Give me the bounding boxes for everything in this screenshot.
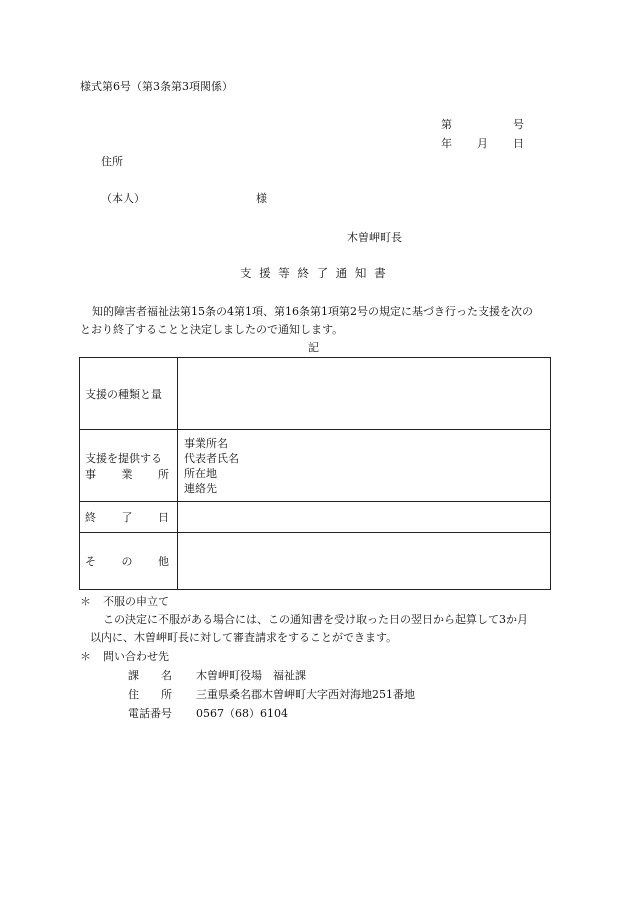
date-day: 日 [513, 137, 524, 150]
issuer: 木曽岬町長 [347, 231, 402, 244]
provider-label [80, 430, 178, 502]
objection-heading: 不服の申立て [103, 595, 169, 608]
contact-label: 連絡先 [184, 481, 217, 495]
inquiry-address-label: 住 所 [128, 688, 172, 701]
inquiry-phone-label: 電話番号 [128, 707, 172, 720]
body-line-2: とおり終了することと決定しましたので通知します。 [80, 323, 344, 336]
table-row [80, 502, 551, 533]
details-table [79, 357, 551, 590]
address-label: 住所 [101, 155, 123, 168]
inquiry-phone-value: 0567（68）6104 [196, 707, 288, 720]
objection-mark: ＊ [80, 595, 91, 608]
doc-number-go: 号 [513, 118, 524, 131]
other-value [178, 533, 551, 590]
date-year: 年 [441, 137, 452, 150]
table-row [80, 533, 551, 590]
honorific: 様 [256, 192, 267, 205]
provider-name-label: 事業所名 [184, 436, 228, 450]
doc-number-dai: 第 [441, 118, 452, 131]
date-month: 月 [477, 137, 488, 150]
end-date-label: 終 了 日 [80, 502, 178, 533]
person-label: （本人） [101, 192, 145, 205]
location-label: 所在地 [184, 466, 217, 480]
document-title: 支 援 等 終 了 通 知 書 [240, 266, 388, 280]
objection-line-2: 以内に、木曽岬町長に対して審査請求をすることができます。 [90, 631, 398, 644]
table-row [80, 358, 551, 430]
provider-label-line1: 支援を提供する [85, 451, 162, 465]
form-number: 様式第6号（第3条第3項関係） [80, 80, 233, 93]
other-label: そ の 他 [80, 533, 178, 590]
support-type-label: 支援の種類と量 [80, 358, 178, 430]
table-row [80, 430, 551, 502]
provider-label-line2: 事 業 所 [85, 467, 169, 481]
inquiry-dept-label: 課 名 [128, 669, 172, 682]
support-type-value [178, 358, 551, 430]
inquiry-heading: 問い合わせ先 [103, 650, 169, 663]
body-line-1: 知的障害者福祉法第15条の4第1項、第16条第1項第2号の規定に基づき行った支援を次の [92, 305, 533, 318]
inquiry-mark: ＊ [80, 650, 91, 663]
inquiry-address-value: 三重県桑名郡木曽岬町大字西対海地251番地 [196, 688, 415, 701]
provider-values [178, 430, 551, 502]
representative-label: 代表者氏名 [184, 451, 239, 465]
objection-line-1: この決定に不服がある場合には、この通知書を受け取った日の翌日から起算して3か月 [103, 613, 528, 626]
inquiry-dept-value: 木曽岬町役場 福祉課 [196, 669, 306, 682]
ki-mark: 記 [308, 341, 319, 354]
end-date-value [178, 502, 551, 533]
